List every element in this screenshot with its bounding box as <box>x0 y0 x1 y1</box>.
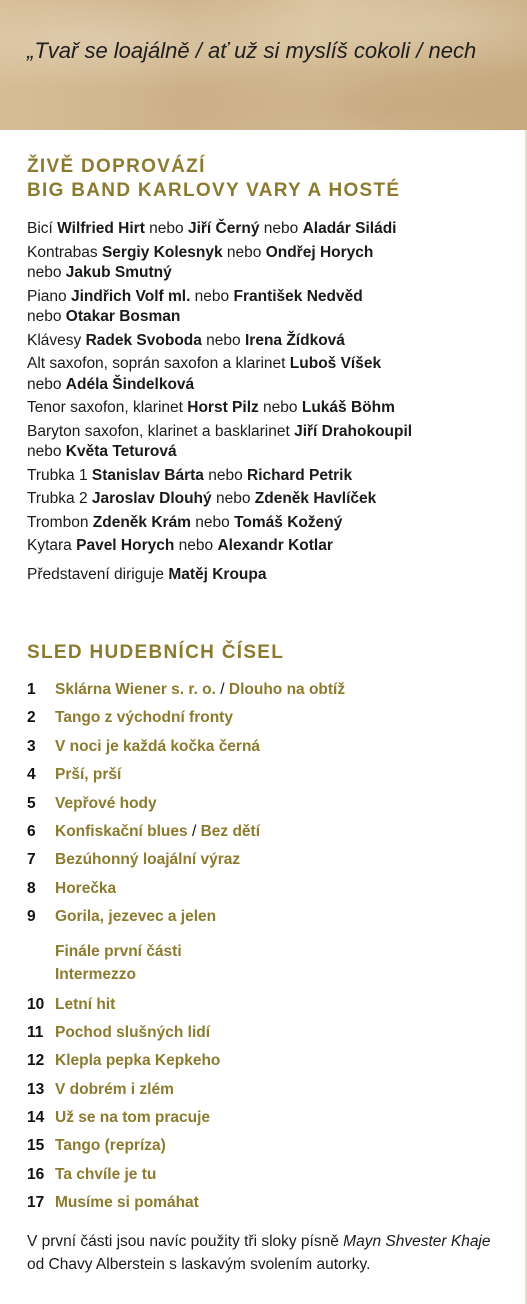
song-title: Ta chvíle je tu <box>55 1165 157 1183</box>
musician-name: Horst Pilz <box>187 399 259 416</box>
instrument-label: Klávesy <box>27 331 86 349</box>
song-item <box>27 1052 497 1080</box>
conductor-label: Představení diriguje <box>27 566 169 583</box>
cast-line <box>27 398 497 419</box>
musician-name: Zdeněk Havlíček <box>254 490 377 507</box>
song-number: 4 <box>27 766 36 784</box>
song-number: 3 <box>27 737 36 755</box>
song-title: V noci je každá kočka černá <box>55 737 261 755</box>
song-title: Pochod slušných lidí <box>55 1023 211 1041</box>
intermezzo-label: Intermezzo <box>55 965 136 983</box>
musician-name: Lukáš Böhm <box>301 399 395 416</box>
song-title: Tango z východní fronty <box>55 709 233 727</box>
musician-name: Luboš Víšek <box>289 355 382 372</box>
instrument-label: nebo <box>27 308 66 325</box>
instrument-label: Kytara <box>27 537 77 554</box>
instrument-label: nebo <box>27 264 66 281</box>
musician-name: Wilfried Hirt <box>57 220 145 237</box>
song-number: 16 <box>27 1165 45 1183</box>
song-item <box>27 880 497 908</box>
footnote-post: od Chavy Alberstein s laskavým svolením autorky. <box>27 1256 371 1273</box>
song-item <box>27 1081 497 1109</box>
musician-name: Stanislav Bárta <box>91 466 204 484</box>
musician-name: Adéla Šindelková <box>65 375 195 393</box>
interlude-block <box>27 940 497 986</box>
musician-name: Jiří Černý <box>187 220 260 237</box>
cast-line <box>27 354 497 395</box>
song-number: 1 <box>27 681 36 698</box>
instrument-label: nebo <box>222 243 266 261</box>
song-item <box>27 795 497 823</box>
song-title: Konfiskační blues / Bez dětí <box>55 822 261 840</box>
cast-line <box>27 287 497 328</box>
song-number: 6 <box>27 822 36 840</box>
song-item <box>27 709 497 737</box>
song-separator: / <box>187 822 201 840</box>
song-alt-title: Dlouho na obtíž <box>228 681 346 698</box>
song-item <box>27 851 497 879</box>
song-item <box>27 823 497 851</box>
musician-name: Richard Petrik <box>247 466 353 484</box>
band-heading-line2: BIG BAND KARLOVY VARY A HOSTÉ <box>27 180 401 201</box>
cast-list <box>27 219 497 560</box>
footnote <box>27 1230 497 1276</box>
song-title: Tango (repríza) <box>55 1137 166 1155</box>
musician-name: Radek Svoboda <box>85 331 202 349</box>
instrument-label: nebo <box>27 375 66 393</box>
cast-line <box>27 536 497 557</box>
song-title: Klepla pepka Kepkeho <box>55 1052 221 1070</box>
footnote-song: Mayn Shvester Khaje <box>343 1233 491 1250</box>
song-number: 9 <box>27 908 36 926</box>
instrument-label: nebo <box>174 537 218 554</box>
banner-quote: „Tvař se loajálně / ať už si myslíš cokoli / nech <box>27 38 477 63</box>
instrument-label: nebo <box>190 513 235 531</box>
song-alt-title: Bez dětí <box>200 822 261 840</box>
conductor-line <box>27 566 267 584</box>
cast-line <box>27 466 497 487</box>
instrument-label: Alt saxofon, soprán saxofon a klarinet <box>27 355 290 372</box>
song-number: 17 <box>27 1194 45 1212</box>
song-number: 10 <box>27 995 45 1013</box>
band-heading-line1: ŽIVĚ DOPROVÁZÍ <box>27 156 206 177</box>
instrument-label: nebo <box>211 490 255 507</box>
instrument-label: Trombon <box>27 513 93 531</box>
musician-name: Otakar Bosman <box>65 308 181 325</box>
instrument-label: nebo <box>27 443 66 460</box>
song-title: Bezúhonný loajální výraz <box>55 851 241 869</box>
instrument-label: Bicí <box>27 220 58 237</box>
song-item <box>27 1109 497 1137</box>
song-item <box>27 996 497 1024</box>
musician-name: Jindřich Volf ml. <box>70 287 191 305</box>
instrument-label: Trubka 2 <box>27 490 92 507</box>
cast-line <box>27 422 497 463</box>
song-title: Sklárna Wiener s. r. o. / Dlouho na obtíž <box>55 681 346 698</box>
song-item <box>27 1166 497 1194</box>
instrument-label: nebo <box>190 287 234 305</box>
instrument-label: nebo <box>203 466 248 484</box>
song-list <box>27 681 497 1223</box>
musician-name: Ondřej Horych <box>265 243 374 261</box>
musician-name: František Nedvěd <box>233 287 363 305</box>
song-number: 5 <box>27 794 36 812</box>
song-item <box>27 1137 497 1165</box>
songs-heading: SLED HUDEBNÍCH ČÍSEL <box>27 642 285 663</box>
song-item <box>27 766 497 794</box>
song-item <box>27 1024 497 1052</box>
song-title: Už se na tom pracuje <box>55 1109 211 1127</box>
song-title: Horečka <box>55 879 117 897</box>
song-number: 12 <box>27 1052 45 1070</box>
musician-name: Alexandr Kotlar <box>217 537 333 554</box>
cast-line <box>27 219 497 240</box>
song-title: V dobrém i zlém <box>55 1080 174 1098</box>
song-number: 11 <box>27 1023 44 1041</box>
song-title: Prší, prší <box>55 766 122 784</box>
instrument-label: nebo <box>201 331 245 349</box>
cast-line <box>27 243 497 284</box>
instrument-label: nebo <box>144 220 188 237</box>
musician-name: Irena Žídková <box>244 331 345 349</box>
song-item <box>27 908 497 936</box>
cast-line <box>27 513 497 534</box>
song-number: 13 <box>27 1080 45 1098</box>
conductor-name: Matěj Kroupa <box>168 566 267 583</box>
cast-line <box>27 489 497 510</box>
song-number: 15 <box>27 1137 45 1155</box>
instrument-label: Kontrabas <box>27 243 102 261</box>
song-item <box>27 1194 497 1222</box>
musician-name: Jakub Smutný <box>65 264 172 281</box>
song-title: Musíme si pomáhat <box>55 1194 199 1212</box>
musician-name: Jiří Drahokoupil <box>294 422 413 440</box>
song-item <box>27 738 497 766</box>
song-number: 8 <box>27 879 36 897</box>
musician-name: Tomáš Kožený <box>234 513 343 531</box>
song-item <box>27 681 497 709</box>
song-title: Gorila, jezevec a jelen <box>55 908 217 926</box>
instrument-label: Tenor saxofon, klarinet <box>27 399 188 416</box>
song-number: 2 <box>27 709 36 727</box>
instrument-label: nebo <box>259 220 303 237</box>
musician-name: Pavel Horych <box>76 537 175 554</box>
header-banner <box>0 0 527 130</box>
instrument-label: Trubka 1 <box>27 466 92 484</box>
song-number: 14 <box>27 1109 45 1127</box>
instrument-label: Piano <box>27 287 71 305</box>
musician-name: Květa Teturová <box>65 443 177 460</box>
instrument-label: nebo <box>258 399 302 416</box>
song-number: 7 <box>27 851 36 869</box>
musician-name: Jaroslav Dlouhý <box>91 490 212 507</box>
footnote-pre: V první části jsou navíc použity tři sloky písně <box>27 1233 344 1250</box>
cast-line <box>27 331 497 352</box>
musician-name: Sergiy Kolesnyk <box>101 243 223 261</box>
band-heading <box>27 155 400 203</box>
song-separator: / <box>215 681 229 698</box>
song-title: Letní hit <box>55 995 116 1013</box>
musician-name: Zdeněk Krám <box>92 513 191 531</box>
song-title: Vepřové hody <box>55 794 157 812</box>
musician-name: Aladár Siládi <box>302 220 397 237</box>
instrument-label: Baryton saxofon, klarinet a basklarinet <box>27 422 295 440</box>
finale-label: Finále první části <box>55 942 182 960</box>
